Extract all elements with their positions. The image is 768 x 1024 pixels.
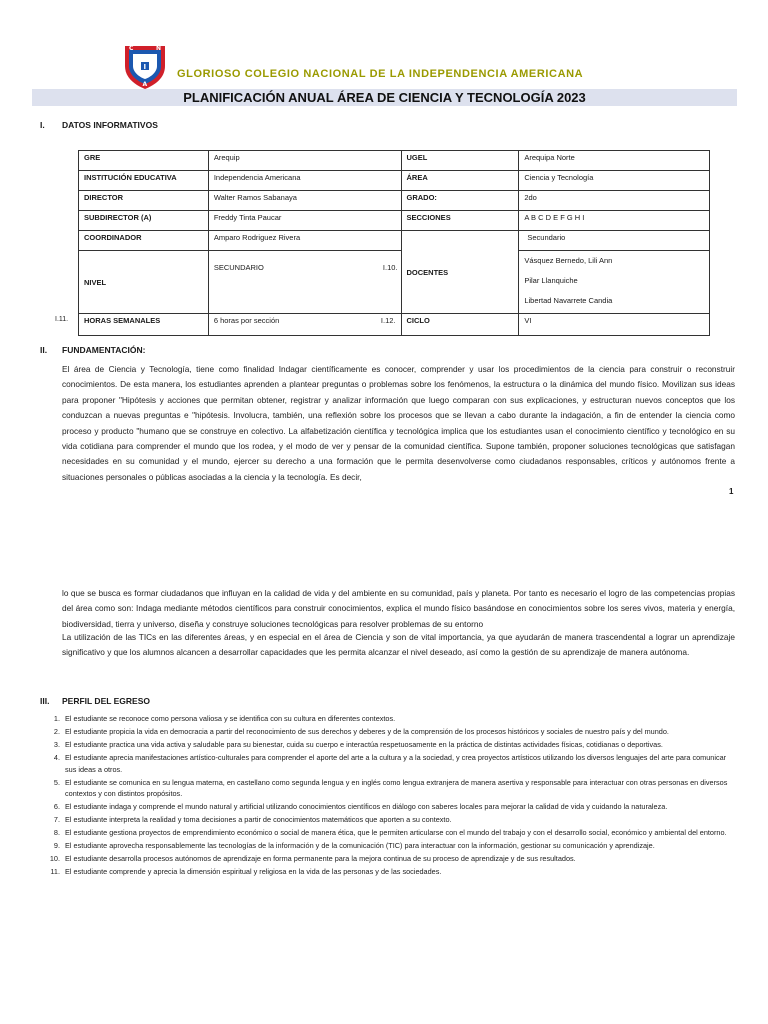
item-number: 9. bbox=[53, 841, 60, 851]
secciones-value: A B C D E F G H I bbox=[519, 211, 710, 231]
item-number: 7. bbox=[53, 815, 60, 825]
school-name: GLORIOSO COLEGIO NACIONAL DE LA INDEPENDENCIA AMERICANA bbox=[177, 68, 584, 80]
fundamentacion-paragraph-1: El área de Ciencia y Tecnología, tiene como finalidad Indagar científicamente es conocer, comprender y usar los procedimientos de la ciencia para construir o reconstruir conocimientos. De esta manera, los estudiantes aprenden a plantear preguntas o problemas sobre los fenómenos, la estructura o la dinámica del mundo físico. Movilizan sus ideas para proponer "Hipótesis y acciones que permitan obtener, registrar y analizar información que luego comparan con sus explicaciones, y estructuran nuevos conceptos que los conduzcan a nuevas preguntas e "hipótesis. Involucra, también, una reflexión sobre los procesos que se llevan a cabo durante la indagación, a fin de entender la ciencia como proceso y producto "humano que se construye en colectivo. La alfabetización científica y tecnológica implica que los estudiantes usan el conocimiento científico y tecnológico en su vida cotidiana para comprender el mundo que los rodea, y el modo de ver y pensar de la comunidad científica. Supone también, proponer soluciones tecnológicas que satisfagan necesidades en su comunidad y el mundo, ejercer su derecho a una formación que le permita desenvolverse como ciudadanos responsables, críticos y autónomos frente a situaciones personales o públicas asociadas a la ciencia y la tecnología. Es decir, bbox=[62, 364, 735, 482]
logo-letter-c: C bbox=[129, 45, 134, 52]
item-number: 6. bbox=[53, 802, 60, 812]
item-text: El estudiante aprecia manifestaciones artístico-culturales para comprender el aporte del arte a la cultura y a la sociedad, y crea proyectos artísticos utilizando los diversos lenguajes del arte para comunicar sus ideas a otros. bbox=[65, 752, 727, 774]
list-item bbox=[40, 814, 735, 826]
item-number: 10. bbox=[49, 854, 60, 864]
item-text: El estudiante desarrolla procesos autónomos de aprendizaje en forma permanente para la mejora continua de su proceso de aprendizaje y de sus resultados. bbox=[65, 854, 576, 864]
area-label: ÁREA bbox=[401, 171, 519, 191]
section-3-number: III. bbox=[40, 696, 50, 706]
grado-value: 2do bbox=[519, 191, 710, 211]
grado-label: GRADO: bbox=[401, 191, 519, 211]
nivel-cell bbox=[208, 251, 401, 314]
table-row bbox=[79, 231, 710, 251]
list-item bbox=[40, 853, 735, 865]
area-value: Ciencia y Tecnología bbox=[519, 171, 710, 191]
section-3-title: PERFIL DEL EGRESO bbox=[62, 696, 151, 706]
item-text: El estudiante se comunica en su lengua materna, en castellano como segunda lengua y en inglés como lengua extranjera de manera asertiva y responsable para interactuar con otras personas en diversos contextos y con distintos propósitos. bbox=[65, 777, 728, 799]
fundamentacion-paragraph-3: La utilización de las TICs en las diferentes áreas, y en especial en el área de Ciencia y son de vital importancia, ya que ayudarán de manera trascendental a lograr un aprendizaje significativo y que los alumnos alcancen a desarrollar capacidades que les permita alcanzar el nivel deseado, así como la gestión de su aprendizaje de manera autónoma. bbox=[62, 632, 735, 658]
secciones-label: SECCIONES bbox=[401, 211, 519, 231]
item-text: El estudiante comprende y aprecia la dimensión espiritual y religiosa en la vida de las personas y de las sociedades. bbox=[65, 867, 442, 877]
item-number: 5. bbox=[53, 777, 60, 787]
item-text: El estudiante indaga y comprende el mundo natural y artificial utilizando conocimientos científicos en diálogo con saberes locales para mejorar la calidad de vida y cuidando la naturaleza. bbox=[65, 802, 668, 812]
gre-label: GRE bbox=[79, 151, 209, 171]
info-table bbox=[78, 150, 710, 336]
table-row bbox=[79, 251, 710, 314]
docentes-label: DOCENTES bbox=[401, 231, 519, 314]
logo-letter-a: A bbox=[142, 81, 148, 88]
docente-name: Pilar Llanquiche bbox=[524, 276, 578, 285]
item-text: El estudiante propicia la vida en democracia a partir del reconocimiento de sus derechos y deberes y de la comprensión de los procesos históricos y sociales de nuestro país y del mundo. bbox=[65, 726, 669, 736]
item-number: 8. bbox=[53, 828, 60, 838]
logo-letter-i: I bbox=[143, 63, 147, 71]
ugel-value: Arequipa Norte bbox=[519, 151, 710, 171]
docentes-list bbox=[519, 251, 710, 314]
ie-label: INSTITUCIÓN EDUCATIVA bbox=[79, 171, 209, 191]
item-number: 3. bbox=[53, 739, 60, 749]
coordinador-value: Amparo Rodriguez Rivera bbox=[208, 231, 401, 251]
item-number: 4. bbox=[53, 752, 60, 762]
item-text: El estudiante interpreta la realidad y toma decisiones a partir de conocimientos matemáticos que aporten a su contexto. bbox=[65, 815, 452, 825]
horas-label: HORAS SEMANALES bbox=[79, 314, 209, 336]
list-item bbox=[40, 726, 735, 738]
coordinador-label: COORDINADOR bbox=[79, 231, 209, 251]
section-2-title: FUNDAMENTACIÓN: bbox=[62, 345, 146, 355]
item-text: El estudiante aprovecha responsablemente las tecnologías de la información y de la comunicación (TIC) para interactuar con la información, gestionar su comunicación y aprendizaje. bbox=[65, 841, 655, 851]
logo-letter-n: N bbox=[156, 45, 162, 52]
horas-row-number: I.11. bbox=[55, 316, 69, 323]
ciclo-label: CICLO bbox=[401, 314, 519, 336]
list-item bbox=[40, 777, 735, 800]
table-row bbox=[79, 314, 710, 336]
docentes-top: Secundario bbox=[519, 231, 710, 251]
item-number: 11. bbox=[50, 867, 60, 877]
director-label: DIRECTOR bbox=[79, 191, 209, 211]
list-item bbox=[40, 801, 735, 813]
table-row bbox=[79, 151, 710, 171]
section-1-number: I. bbox=[40, 120, 45, 130]
docente-name: Libertad Navarrete Candia bbox=[524, 296, 613, 305]
list-item bbox=[40, 752, 735, 775]
list-item bbox=[40, 739, 735, 751]
section-2-number: II. bbox=[40, 345, 48, 355]
gre-value: Arequip bbox=[208, 151, 401, 171]
document-title: PLANIFICACIÓN ANUAL ÁREA DE CIENCIA Y TECNOLOGÍA 2023 bbox=[32, 89, 737, 106]
table-row bbox=[79, 171, 710, 191]
fundamentacion-paragraph-2: lo que se busca es formar ciudadanos que influyan en la calidad de vida y del ambiente en su comunidad, país y planeta. Por tanto es necesario el logro de las competencias propias del área como son: Indaga mediante métodos científicos para construir conocimientos, explica el mundo físico basándose en conocimientos sobre los seres vivos, materia y energía, biodiversidad, tierra y universo, diseña y construye soluciones tecnológicas para resolver problemas de su entorno bbox=[62, 588, 735, 629]
list-item bbox=[40, 866, 735, 878]
item-text: El estudiante practica una vida activa y saludable para su bienestar, cuida su cuerpo e interactúa respetuosamente en la práctica de distintas actividades físicas, cotidianas o deportivas. bbox=[65, 739, 663, 749]
horas-cell bbox=[208, 314, 401, 336]
ciclo-value: VI bbox=[519, 314, 710, 336]
perfil-egreso-list bbox=[40, 713, 735, 879]
item-text: El estudiante se reconoce como persona valiosa y se identifica con su cultura en diferentes contextos. bbox=[65, 714, 396, 723]
nivel-value: SECUNDARIO bbox=[213, 263, 264, 272]
list-item bbox=[40, 840, 735, 852]
list-item bbox=[40, 713, 735, 725]
director-value: Walter Ramos Sabanaya bbox=[208, 191, 401, 211]
nivel-label: NIVEL bbox=[79, 251, 209, 314]
item-number: 1. bbox=[53, 714, 60, 723]
list-item bbox=[40, 827, 735, 839]
table-row bbox=[79, 191, 710, 211]
nivel-side-number: I.10. bbox=[382, 263, 398, 272]
docente-name: Vásquez Bernedo, Lili Ann bbox=[524, 256, 613, 265]
horas-value: 6 horas por sección bbox=[213, 316, 280, 325]
ciclo-number: I.12. bbox=[380, 316, 396, 325]
ugel-label: UGEL bbox=[401, 151, 519, 171]
school-shield-logo bbox=[120, 40, 170, 90]
ie-value: Independencia Americana bbox=[208, 171, 401, 191]
item-text: El estudiante gestiona proyectos de emprendimiento económico o social de manera ética, que le permiten articularse con el mundo del trabajo y con el desarrollo social, económico y ambiental del entorno. bbox=[65, 828, 727, 838]
section-1-title: DATOS INFORMATIVOS bbox=[62, 120, 158, 130]
table-row bbox=[79, 211, 710, 231]
page-number: 1 bbox=[729, 487, 734, 496]
item-number: 2. bbox=[53, 726, 60, 736]
subdirector-value: Freddy Tinta Paucar bbox=[208, 211, 401, 231]
subdirector-label: SUBDIRECTOR (A) bbox=[79, 211, 209, 231]
